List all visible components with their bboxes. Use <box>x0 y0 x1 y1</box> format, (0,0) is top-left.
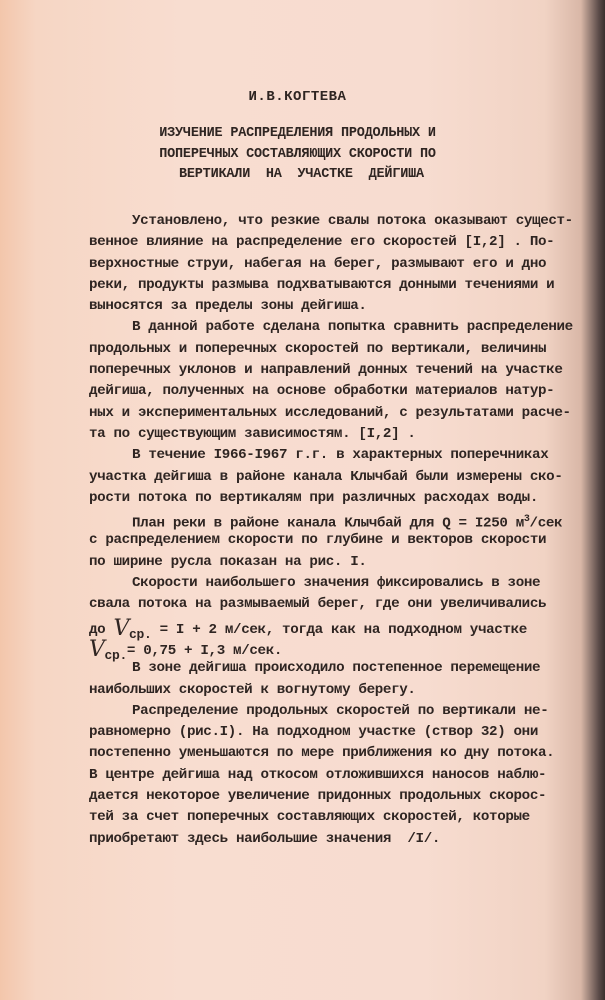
subscript: ср. <box>104 647 127 663</box>
text-line: В течение I966-I967 г.г. в характерных поперечниках <box>132 447 549 464</box>
text-line: В зоне дейгиша происходило постепенное перемещение <box>132 660 541 677</box>
text-line: по ширине русла показан на рис. I. <box>89 553 367 570</box>
text-line: с распределением скорости по глубине и векторов скорости <box>89 532 547 549</box>
text-line: поперечных уклонов и направлений донных течений на участке <box>89 362 563 379</box>
article-body <box>89 211 573 850</box>
title-line: ПОПЕРЕЧНЫХ СОСТАВЛЯЮЩИХ СКОРОСТИ ПО <box>159 146 436 162</box>
velocity-symbol: V <box>89 636 105 662</box>
text-line: участка дейгиша в районе канала Клычбай были измерены ско- <box>89 468 563 485</box>
superscript: 3 <box>523 514 530 526</box>
paragraph <box>89 573 559 663</box>
author-name: И.В.КОГТЕВА <box>248 89 347 105</box>
text-line <box>89 509 563 532</box>
text-line: Скорости наибольшего значения фиксировались в зоне <box>132 575 541 592</box>
paragraph <box>89 658 559 701</box>
text-line: реки, продукты размыва подхватываются донными течениями и <box>89 276 555 293</box>
text-line: продольных и поперечных скоростей по вертикали, величины <box>89 340 547 357</box>
title-line: ВЕРТИКАЛИ НА УЧАСТКЕ ДЕЙГИША <box>171 167 424 182</box>
text-line: наибольших скоростей к вогнутому берегу. <box>89 681 416 698</box>
text-line: В данной работе сделана попытка сравнить распределение <box>132 319 573 336</box>
paragraph <box>89 701 559 850</box>
text-span: = 0,75 + I,3 м/сек. <box>126 642 283 659</box>
text-line: свала потока на размываемый берег, где они увеличивались <box>89 596 547 613</box>
text-line: выносятся за пределы зоны дейгиша. <box>89 298 367 315</box>
article-title <box>0 124 595 186</box>
text-line: дается некоторое увеличение придонных продольных скорос- <box>89 788 547 805</box>
text-span: = I + 2 м/сек, тогда как на подходном участке <box>151 621 527 638</box>
paragraph <box>89 211 573 317</box>
text-line: верхностные струи, набегая на берег, размывают его и дно <box>89 255 547 272</box>
text-span: до <box>89 621 114 638</box>
text-line: дейгиша, полученных на основе обработки материалов натур- <box>89 383 555 400</box>
text-line: та по существующим зависимостям. [I,2] . <box>89 425 416 442</box>
text-line: тей за счет поперечных составляющих скоростей, которые <box>89 809 530 826</box>
text-line: Установлено, что резкие свалы потока оказывают сущест- <box>132 213 573 229</box>
text-line: Распределение продольных скоростей по вертикали не- <box>132 702 549 719</box>
text-line: рости потока по вертикалям при различных расходах воды. <box>89 489 539 506</box>
text-span: /сек <box>529 515 563 532</box>
text-span: План реки в районе канала Клычбай для Q = I250 м <box>132 515 524 532</box>
text-line: приобретают здесь наибольшие значения /I/. <box>89 830 441 847</box>
velocity-symbol: V <box>113 615 130 641</box>
text-line: постепенно уменьшаются по мере приближения ко дну потока. <box>89 745 555 762</box>
subscript: ср. <box>129 626 152 642</box>
paragraph <box>89 509 563 573</box>
paragraph <box>89 317 573 445</box>
formula-line <box>89 636 559 663</box>
text-line: В центре дейгиша над откосом отложившихся наносов наблю- <box>89 766 547 783</box>
text-line: равномерно (рис.I). На подходном участке (створ 32) они <box>89 724 539 741</box>
formula-line <box>89 615 559 642</box>
title-line: ИЗУЧЕНИЕ РАСПРЕДЕЛЕНИЯ ПРОДОЛЬНЫХ И <box>159 126 436 141</box>
text-line: венное влияние на распределение его скоростей [I,2] . По- <box>89 234 555 251</box>
text-line: ных и экспериментальных исследований, с результатами расче- <box>89 404 571 421</box>
paragraph <box>89 445 563 509</box>
